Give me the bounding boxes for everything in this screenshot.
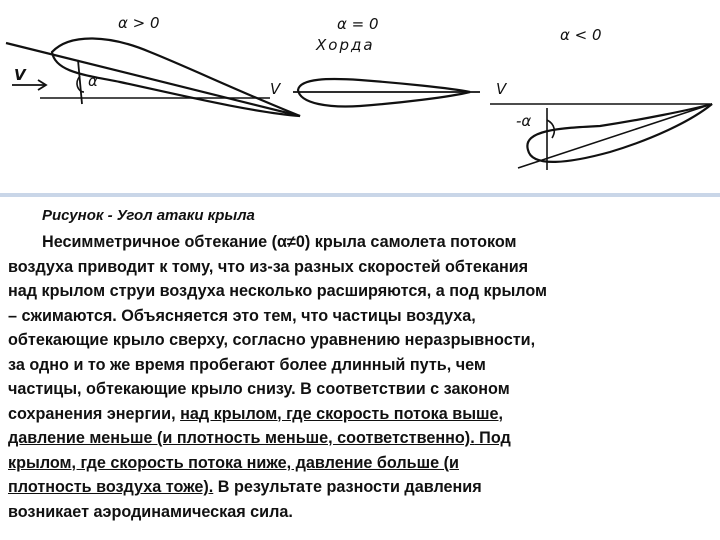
text-area [0,197,720,540]
airfoil-zero [293,79,480,106]
text-segment: В результате разности давления [213,478,482,496]
underlined-segment: над крылом, где скорость потока выше, [180,404,504,423]
text-line: над крылом струи воздуха несколько расширяются, а под крылом [8,282,548,300]
underlined-segment: Под [474,429,511,447]
text-line: воздуха приводит к тому, что из-за разных скоростей обтекания [8,257,529,276]
text-line [8,475,714,500]
label-alpha-negative: α < 0 [560,26,602,44]
label-alpha-angle-3: -α [516,112,532,130]
underlined-line: крылом, где скорость потока ниже, давление больше (и [8,453,459,472]
text-line: – сжимаются. Объясняется это тем, что частицы воздуха, [8,306,476,325]
label-alpha-angle-1: α [88,72,98,90]
text-line [8,426,714,451]
label-velocity-2: V [270,80,281,98]
label-velocity-3: V [496,80,507,98]
label-velocity-1: V [14,66,26,84]
body-paragraph [8,230,714,524]
underlined-segment: давление меньше (и плотность меньше, соответственно). [8,429,475,447]
figure-area [0,0,720,193]
label-alpha-zero: α = 0 [337,15,379,33]
label-alpha-positive: α > 0 [118,14,160,32]
text-line: Несимметричное обтекание (α≠0) крыла самолета потоком [42,233,517,251]
text-line: частицы, обтекающие крыло снизу. В соответствии с законом [8,380,510,398]
text-segment: сохранения энергии, [8,404,181,423]
label-chord: Хорда [316,36,375,54]
underlined-segment: плотность воздуха тоже). [8,478,214,496]
airfoil-positive [6,38,300,116]
text-line: за одно и то же время пробегают более длинный путь, чем [8,355,486,374]
text-line: обтекающие крыло сверху, согласно уравнению неразрывности, [8,331,536,349]
text-line: возникает аэродинамическая сила. [8,502,293,521]
figure-caption: Рисунок - Угол атаки крыла [42,207,255,224]
text-line [8,402,714,427]
